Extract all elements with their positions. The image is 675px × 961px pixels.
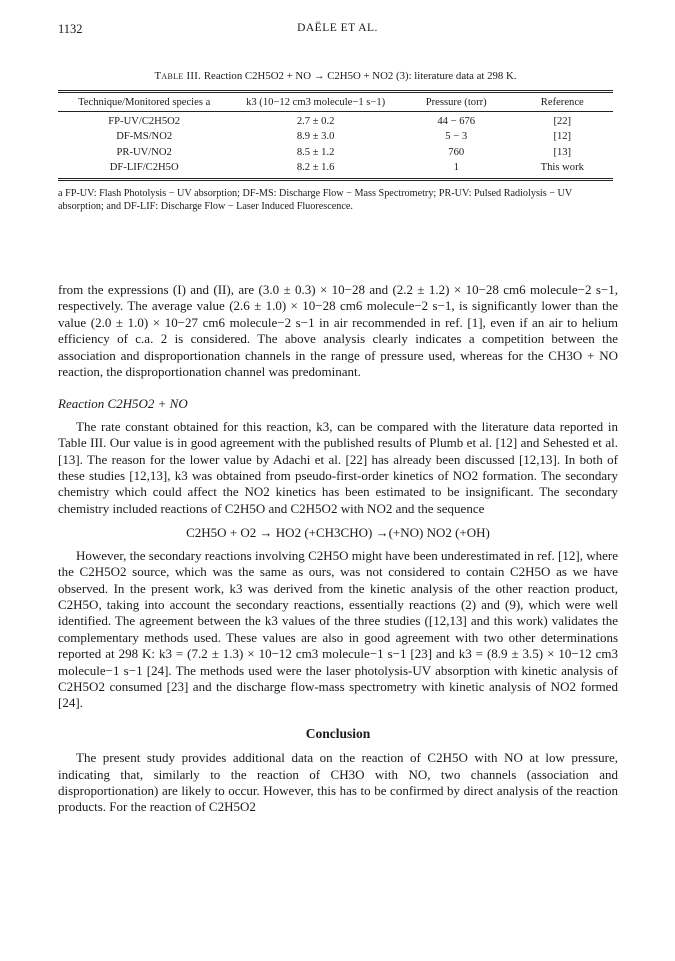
table-caption bbox=[58, 70, 613, 82]
page-header bbox=[58, 22, 617, 38]
table-row bbox=[58, 130, 613, 145]
cell-technique: FP-UV/C2H5O2 bbox=[108, 116, 181, 127]
literature-table bbox=[58, 90, 613, 181]
cell-pressure: 760 bbox=[448, 146, 465, 158]
col-header-pressure: Pressure (torr) bbox=[401, 92, 512, 112]
table-iii bbox=[58, 70, 613, 213]
table-row bbox=[58, 161, 613, 179]
cell-technique: DF-MS/NO2 bbox=[116, 131, 173, 143]
cell-k3: 8.5 ± 1.2 bbox=[296, 146, 335, 158]
cell-reference: [13] bbox=[553, 146, 572, 158]
table-row bbox=[58, 112, 613, 130]
cell-pressure: 1 bbox=[401, 161, 512, 179]
cell-k3: 2.7 ± 0.2 bbox=[296, 116, 335, 127]
table-footnote: a FP-UV: Flash Photolysis − UV absorption; DF-MS: Discharge Flow − Mass Spectrometry; PR-UV: Pulsed Radiolysis − UV absorption; and DF-LIF: Discharge Flow − Laser Induced Fluorescence. bbox=[58, 187, 573, 212]
paragraph-conclusion: The present study provides additional data on the reaction of C2H5O with NO at low pressure, indicating that, similarly to the reaction of CH3O with NO, two channels (association and disproportionation) are likely to occur. However, this has to be confirmed by direct analysis of the reaction products. For the reaction of C2H5O2 bbox=[58, 750, 618, 815]
cell-technique: PR-UV/NO2 bbox=[116, 146, 172, 158]
section-title-reaction: Reaction C2H5O2 + NO bbox=[58, 396, 188, 412]
table-header-row bbox=[58, 92, 613, 112]
table-row bbox=[58, 145, 613, 160]
reaction-sequence-equation: C2H5O + O2 → HO2 (+CH3CHO) →(+NO) NO2 (+OH) bbox=[186, 525, 490, 541]
cell-reference: This work bbox=[512, 161, 613, 179]
col-header-reference: Reference bbox=[512, 92, 613, 112]
cell-pressure: 5 − 3 bbox=[445, 131, 468, 143]
paragraph-rate-comparison: from the expressions (I) and (II), are (3.0 ± 0.3) × 10−28 and (2.2 ± 1.2) × 10−28 cm6 molecule−2 s−1, respectively. The average value (2.6 ± 1.0) × 10−28 cm6 molecule−2 s−1, is significantly lower than the value (2.0 ± 1.0) × 10−27 cm6 molecule−2 s−1 in air recommended in ref. [1], even if an air to helium efficiency of c.a. 2 is considered. The above analysis clearly indicates a competition between the association and disproportionation channels in the range of pressure used, whereas for the CH3O + NO reaction, the disproportionation channel was predominant. bbox=[58, 282, 618, 380]
col-header-k3: k3 (10−12 cm3 molecule−1 s−1) bbox=[230, 92, 401, 112]
paragraph-literature: The rate constant obtained for this reaction, k3, can be compared with the literature data reported in Table III. Our value is in good agreement with the published results of Plumb et al. [12] and Sehested et al. [13]. The reason for the lower value by Adachi et al. [22] has already been discussed [12,13]. In both of these studies [12,13], k3 was obtained from pseudo-first-order kinetics of NO2 formation. The secondary chemistry which could affect the NO2 kinetics has been estimated to be insignificant. The secondary chemistry included reactions of C2H5O and C2H5O2 with NO2 and the sequence bbox=[58, 418, 618, 516]
table-caption-label: Table III. bbox=[154, 70, 202, 82]
table-caption-text: Reaction C2H5O2 + NO → C2H5O + NO2 (3): literature data at 298 K. bbox=[203, 70, 517, 82]
cell-k3: 8.2 ± 1.6 bbox=[230, 161, 401, 179]
cell-pressure: 44 − 676 bbox=[437, 116, 476, 127]
running-head: DAËLE ET AL. bbox=[297, 22, 378, 34]
page-number: 1132 bbox=[58, 22, 83, 36]
article-body bbox=[58, 282, 618, 816]
cell-k3: 8.9 ± 3.0 bbox=[296, 131, 335, 143]
cell-reference: [12] bbox=[553, 131, 572, 143]
paragraph-secondary-reactions: However, the secondary reactions involving C2H5O might have been underestimated in ref. [12], where the C2H5O2 source, which was the same as ours, was not considered to contain C2H5O as we have observed. In the present work, k3 was derived from the kinetic analysis of the other reaction product, C2H5O, taking into account the secondary reactions, essentially reactions (2) and (9), which were well identified. The agreement between the k3 values of the three studies ([12,13] and this work) validates the complementary methods used. These values are also in good agreement with two other determinations reported at 298 K: k3 = (7.2 ± 1.3) × 10−12 cm3 molecule−1 s−1 [23] and k3 = (8.9 ± 3.5) × 10−12 cm3 molecule−1 s−1 [24]. The methods used were the laser photolysis-UV absorption with kinetic analysis of C2H5O2 consumed [23] and the discharge flow-mass spectrometry with kinetic analysis of NO2 formed [24]. bbox=[58, 547, 618, 711]
cell-reference: [22] bbox=[553, 116, 572, 127]
cell-technique: DF-LIF/C2H5O bbox=[58, 161, 230, 179]
col-header-technique: Technique/Monitored species a bbox=[58, 92, 230, 112]
section-title-conclusion: Conclusion bbox=[305, 725, 371, 741]
